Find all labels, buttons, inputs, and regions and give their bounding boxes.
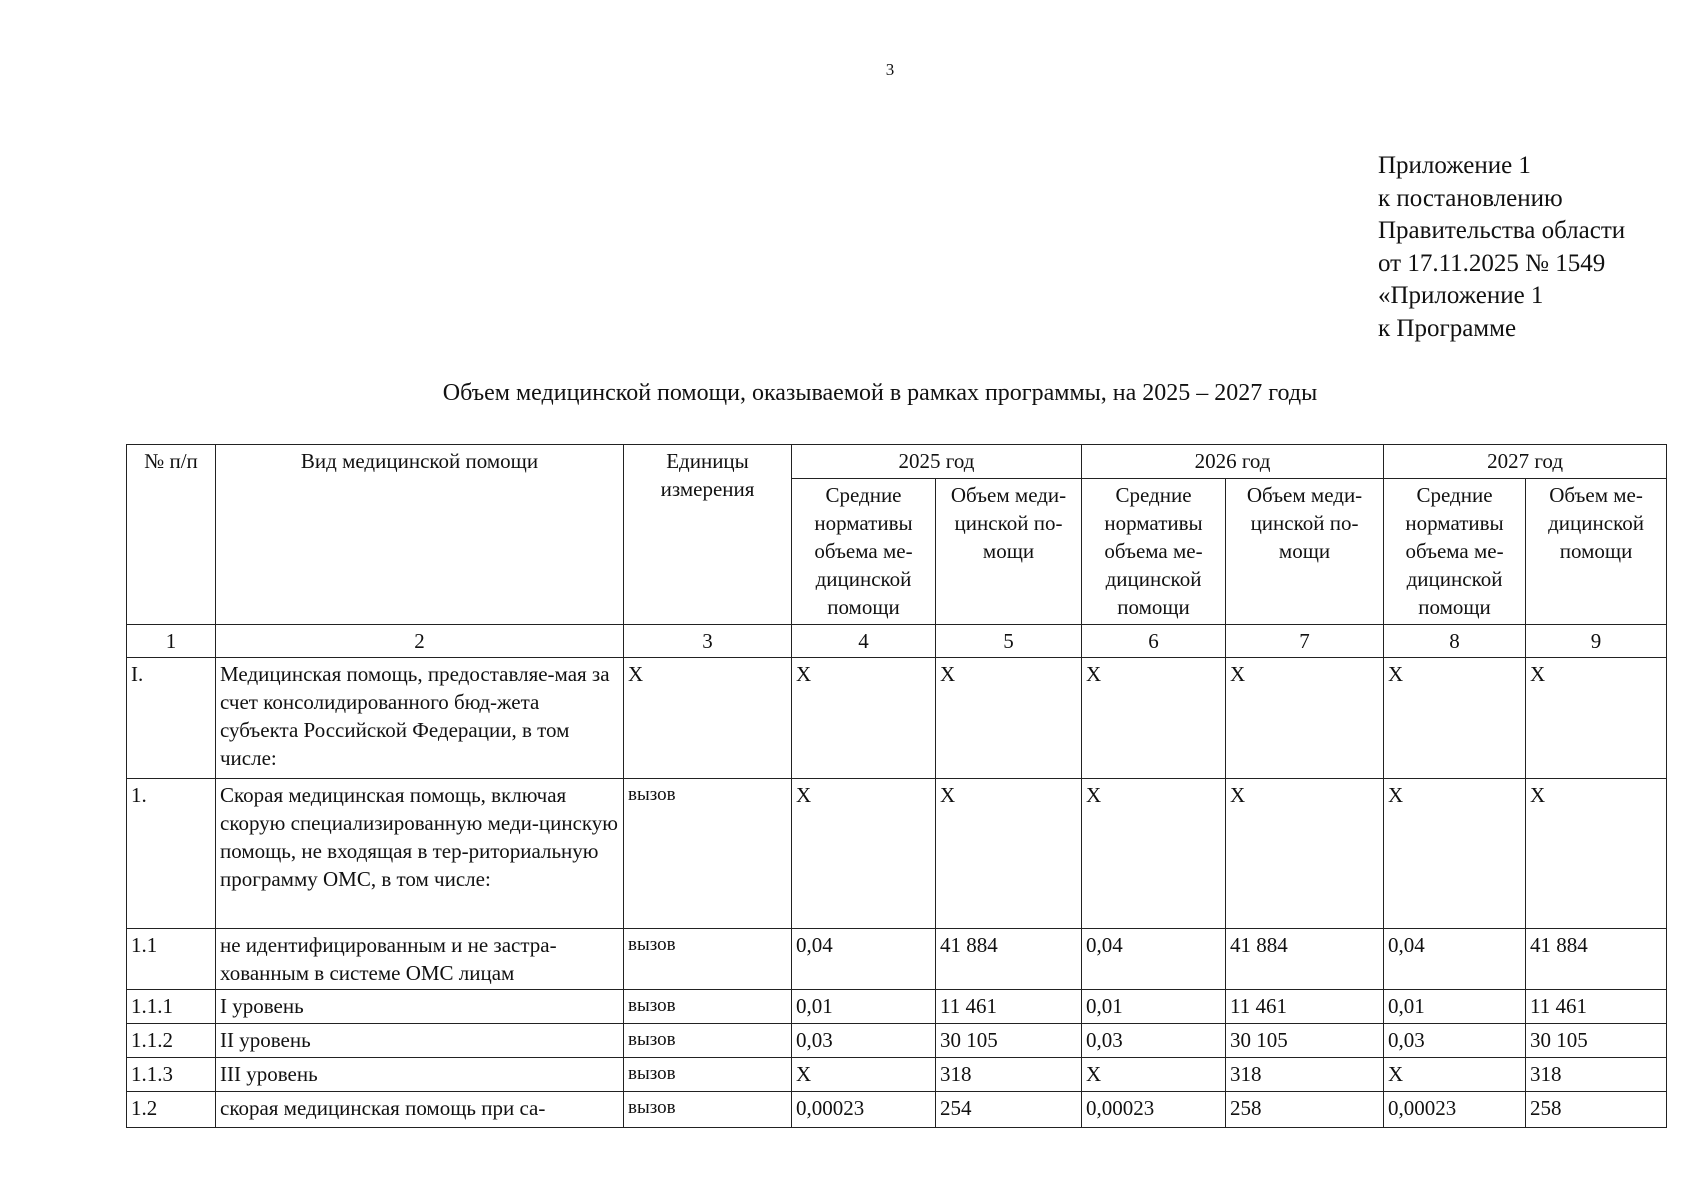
row-avg-2027: X	[1384, 779, 1526, 929]
table-row	[127, 929, 1667, 990]
row-unit: вызов	[624, 990, 792, 1024]
row-avg-2027: 0,04	[1384, 929, 1526, 990]
table-row	[127, 658, 1667, 779]
row-unit: вызов	[624, 1092, 792, 1128]
header-year-2025: 2025 год	[792, 445, 1082, 479]
column-number: 3	[624, 625, 792, 658]
column-number: 4	[792, 625, 936, 658]
row-avg-2027: 0,00023	[1384, 1092, 1526, 1128]
row-kind: Медицинская помощь, предоставляе-мая за счет консолидированного бюд-жета субъекта Российской Федерации, в том числе:	[216, 658, 624, 779]
row-vol-2027: 318	[1526, 1058, 1667, 1092]
volume-table	[126, 444, 1667, 1128]
row-vol-2026: 318	[1226, 1058, 1384, 1092]
row-number: 1.1.2	[127, 1024, 216, 1058]
row-vol-2026: 258	[1226, 1092, 1384, 1128]
column-number: 7	[1226, 625, 1384, 658]
page-number: 3	[885, 60, 895, 79]
column-number-row	[127, 625, 1667, 658]
row-vol-2025: 30 105	[936, 1024, 1082, 1058]
row-vol-2026: 41 884	[1226, 929, 1384, 990]
row-vol-2026: 11 461	[1226, 990, 1384, 1024]
column-number: 6	[1082, 625, 1226, 658]
row-unit: вызов	[624, 779, 792, 929]
column-number: 2	[216, 625, 624, 658]
row-avg-2026: 0,00023	[1082, 1092, 1226, 1128]
row-vol-2027: 11 461	[1526, 990, 1667, 1024]
row-vol-2027: X	[1526, 779, 1667, 929]
column-number: 8	[1384, 625, 1526, 658]
row-avg-2026: 0,01	[1082, 990, 1226, 1024]
row-avg-2026: 0,04	[1082, 929, 1226, 990]
row-vol-2025: 318	[936, 1058, 1082, 1092]
header-avg-2027: Средние нормативы объема ме-дицинской помощи	[1384, 479, 1526, 625]
row-kind: Скорая медицинская помощь, включая скорую специализированную меди-цинскую помощь, не входящая в тер-риториальную программу ОМС, в том числе:	[216, 779, 624, 929]
row-number: 1.2	[127, 1092, 216, 1128]
row-kind: скорая медицинская помощь при са-	[216, 1092, 624, 1128]
column-number: 5	[936, 625, 1082, 658]
row-avg-2027: X	[1384, 658, 1526, 779]
row-vol-2027: 30 105	[1526, 1024, 1667, 1058]
appendix-line: «Приложение 1	[1378, 282, 1544, 309]
row-number: I.	[127, 658, 216, 779]
table-row	[127, 990, 1667, 1024]
row-avg-2025: 0,03	[792, 1024, 936, 1058]
row-kind: не идентифицированным и не застра-хованным в системе ОМС лицам	[216, 929, 624, 990]
row-number: 1.	[127, 779, 216, 929]
header-avg-2026: Средние нормативы объема ме-дицинской помощи	[1082, 479, 1226, 625]
row-vol-2026: 30 105	[1226, 1024, 1384, 1058]
row-unit: вызов	[624, 929, 792, 990]
row-unit: вызов	[624, 1024, 792, 1058]
row-avg-2025: X	[792, 1058, 936, 1092]
row-number: 1.1.3	[127, 1058, 216, 1092]
row-avg-2025: X	[792, 658, 936, 779]
appendix-line: Правительства области	[1378, 217, 1626, 244]
header-year-2027: 2027 год	[1384, 445, 1667, 479]
row-number: 1.1	[127, 929, 216, 990]
appendix-line: к постановлению	[1378, 184, 1563, 212]
row-avg-2025: X	[792, 779, 936, 929]
table-row	[127, 1058, 1667, 1092]
row-vol-2025: 41 884	[936, 929, 1082, 990]
row-unit: X	[624, 658, 792, 779]
row-vol-2025: X	[936, 658, 1082, 779]
row-vol-2025: X	[936, 779, 1082, 929]
appendix-line: Приложение 1	[1378, 152, 1531, 179]
document-title: Объем медицинской помощи, оказываемой в рамках программы, на 2025 – 2027 годы	[442, 380, 1318, 406]
header-vol-2025: Объем меди-цинской по-мощи	[936, 479, 1082, 625]
row-avg-2027: 0,01	[1384, 990, 1526, 1024]
header-kind: Вид медицинской помощи	[216, 445, 624, 625]
row-vol-2026: X	[1226, 658, 1384, 779]
table-row	[127, 779, 1667, 929]
column-number: 9	[1526, 625, 1667, 658]
column-number: 1	[127, 625, 216, 658]
row-avg-2026: X	[1082, 1058, 1226, 1092]
header-avg-2025: Средние нормативы объема ме-дицинской помощи	[792, 479, 936, 625]
header-year-2026: 2026 год	[1082, 445, 1384, 479]
row-avg-2027: 0,03	[1384, 1024, 1526, 1058]
row-unit: вызов	[624, 1058, 792, 1092]
row-vol-2027: 41 884	[1526, 929, 1667, 990]
row-number: 1.1.1	[127, 990, 216, 1024]
row-kind: II уровень	[216, 1024, 624, 1058]
header-unit: Единицы измерения	[624, 445, 792, 625]
header-row-years	[127, 445, 1667, 479]
appendix-block	[1378, 150, 1625, 345]
header-no: № п/п	[127, 445, 216, 625]
row-kind: I уровень	[216, 990, 624, 1024]
header-vol-2027: Объем ме-дицинской помощи	[1526, 479, 1667, 625]
row-vol-2026: X	[1226, 779, 1384, 929]
row-avg-2026: X	[1082, 779, 1226, 929]
appendix-line: к Программе	[1378, 314, 1517, 342]
table-row	[127, 1024, 1667, 1058]
row-avg-2026: 0,03	[1082, 1024, 1226, 1058]
row-vol-2025: 11 461	[936, 990, 1082, 1024]
appendix-line: от 17.11.2025 № 1549	[1378, 249, 1606, 277]
row-avg-2025: 0,04	[792, 929, 936, 990]
row-kind: III уровень	[216, 1058, 624, 1092]
row-vol-2025: 254	[936, 1092, 1082, 1128]
header-vol-2026: Объем меди-цинской по-мощи	[1226, 479, 1384, 625]
row-avg-2026: X	[1082, 658, 1226, 779]
row-avg-2027: X	[1384, 1058, 1526, 1092]
row-vol-2027: X	[1526, 658, 1667, 779]
row-avg-2025: 0,01	[792, 990, 936, 1024]
table-row	[127, 1092, 1667, 1128]
row-avg-2025: 0,00023	[792, 1092, 936, 1128]
row-vol-2027: 258	[1526, 1092, 1667, 1128]
